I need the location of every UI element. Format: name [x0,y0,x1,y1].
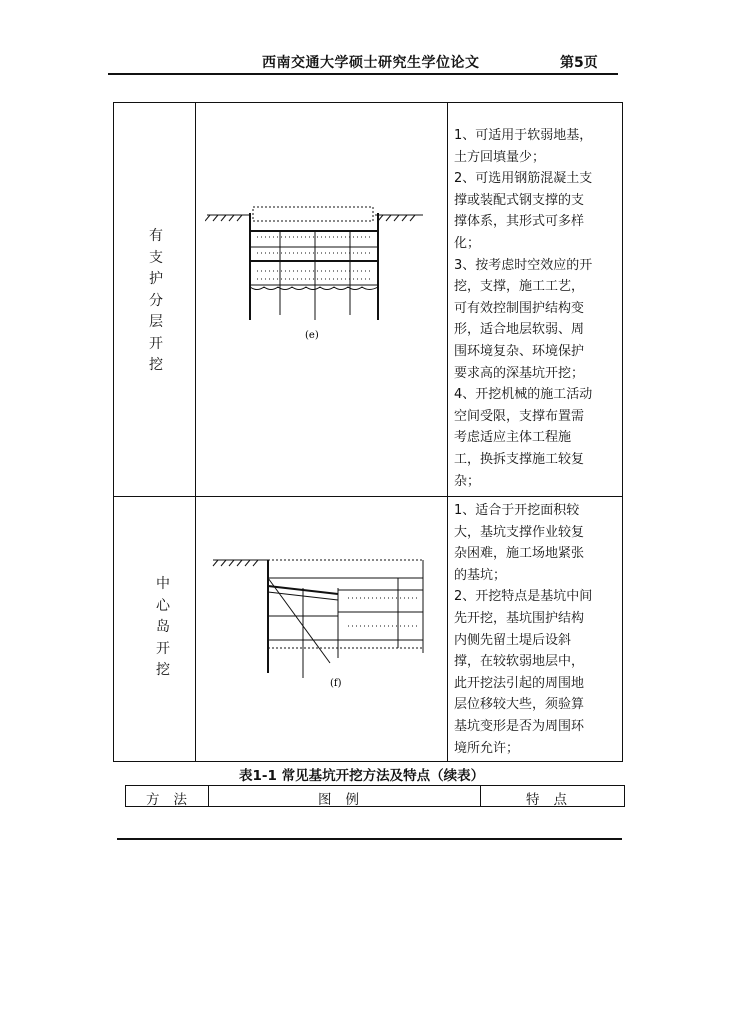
feature-line: 化； [454,235,481,251]
method-char: 开 [156,640,170,657]
method-char: 中 [156,576,170,592]
feature-line: 先开挖，基坑围护结构 [454,610,585,626]
method-char: 挖 [149,357,163,373]
feature-line: 空间受限，支撑布置需 [454,408,585,424]
row-divider [113,496,623,497]
feature-line: 的基坑； [454,567,507,583]
feature-line: 撑体系，其形式可多样 [454,214,585,230]
feature-line: 基坑变形是否为周围环 [454,718,585,734]
feature-line: 境所允许； [454,740,520,756]
method-char: 层 [149,314,163,330]
figure-f [208,548,438,693]
feature-line: 撑，在较软弱地层中， [454,654,585,670]
feature-line: 围环境复杂、环境保护 [454,343,585,359]
method-char: 挖 [156,662,170,678]
feature-line: 工，换拆支撑施工较复 [454,451,585,467]
method-char: 开 [149,335,163,352]
header-figure: 图例 [318,792,373,808]
method-char: 分 [149,292,163,309]
feature-line: 土方回填量少； [454,149,546,165]
table-caption: 表1-1 常见基坑开挖方法及特点（续表） [239,768,485,784]
feature-line: 形，适合地层软弱、周 [454,322,585,338]
feature-line: 考虑适应主体工程施 [454,430,572,446]
header-divider-2 [480,786,481,806]
method-cell-2 [153,574,173,682]
feature-cell-2 [454,500,620,759]
method-char: 岛 [156,619,170,635]
feature-line: 内侧先留土堤后设斜 [454,632,572,648]
method-char: 心 [156,597,170,614]
feature-line: 撑或装配式钢支撑的支 [454,192,585,208]
header-divider-1 [208,786,209,806]
method-char: 护 [149,271,163,287]
feature-line: 可有效控制围护结构变 [454,300,585,316]
method-char: 支 [149,249,163,266]
method-cell-1 [146,226,166,377]
page-number: 第5页 [560,55,598,71]
table-header-row [125,785,625,807]
method-char: 有 [149,228,163,244]
feature-line: 层位移较大些，须验算 [454,697,585,713]
figure-e [205,195,435,350]
feature-line: 3、按考虑时空效应的开 [454,257,593,273]
feature-line: 1、适合于开挖面积较 [454,503,580,518]
feature-line: 2、可选用钢筋混凝土支 [454,171,593,187]
feature-cell-1 [454,125,620,492]
feature-line: 大，基坑支撑作业较复 [454,524,585,540]
feature-line: 挖，支撑，施工工艺， [454,279,585,295]
column-divider-1 [195,102,196,762]
column-divider-2 [447,102,448,762]
footer-rule [117,838,622,840]
figure-label-e: (e) [305,330,319,341]
figure-label-f: (f) [330,678,342,689]
header-features: 特点 [526,792,581,808]
feature-line: 1、可适用于软弱地基， [454,128,593,143]
feature-line: 杂困难，施工场地紧张 [454,546,585,562]
page-header-title: 西南交通大学硕士研究生学位论文 [262,55,480,71]
feature-line: 杂； [454,473,481,489]
feature-line: 要求高的深基坑开挖； [454,365,585,381]
header-method: 方法 [146,792,201,808]
feature-line: 此开挖法引起的周围地 [454,675,585,691]
header-rule [108,73,618,75]
feature-line: 4、开挖机械的施工活动 [454,387,593,403]
feature-line: 2、开挖特点是基坑中间 [454,589,593,605]
